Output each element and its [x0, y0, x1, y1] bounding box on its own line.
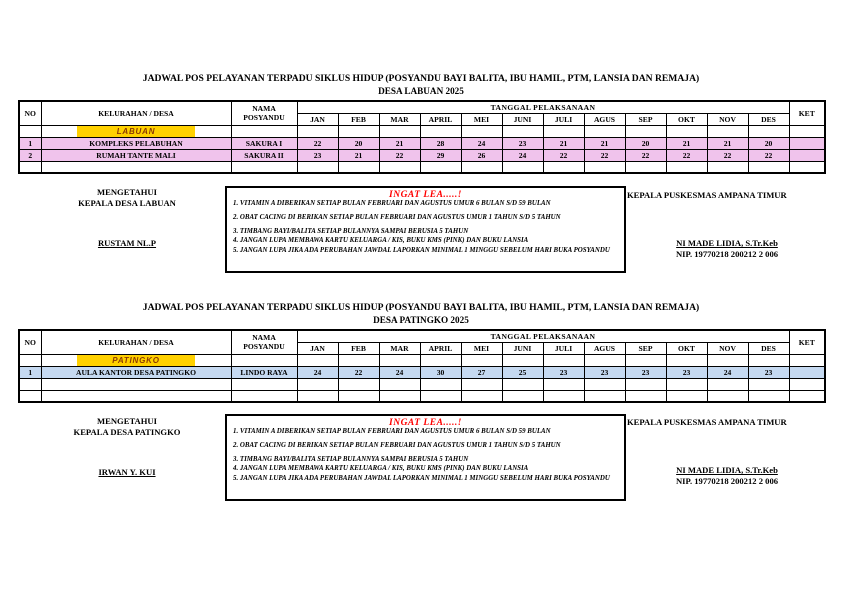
puskesmas-head-name: NI MADE LIDIA, S.Tr.Keb: [676, 465, 778, 475]
kepala-desa-name: IRWAN Y. KUI: [98, 467, 156, 478]
day-cell: 23: [502, 137, 543, 149]
month-header: MAR: [379, 113, 420, 125]
day-cell: 22: [338, 366, 379, 378]
signature-block-desa-patingko: [22, 416, 232, 479]
day-cell: 24: [461, 137, 502, 149]
signature-block-desa-labuan: [22, 187, 232, 250]
reminder-box-labuan: [225, 186, 626, 273]
puskesmas-head-nip: NIP. 19770218 200212 2 006: [675, 249, 779, 259]
day-cell: 22: [707, 149, 748, 161]
kepala-desa-name: RUSTAM NL.P: [97, 238, 157, 249]
day-cell: 22: [625, 149, 666, 161]
group-label-row: [19, 354, 825, 366]
month-header: NOV: [707, 113, 748, 125]
col-header-no: NO: [19, 330, 41, 354]
empty-row: [19, 378, 825, 390]
table-row: [19, 366, 825, 378]
col-header-ket: KET: [789, 101, 825, 125]
day-cell: 23: [584, 366, 625, 378]
schedule-title-labuan: JADWAL POS PELAYANAN TERPADU SIKLUS HIDUP (POSYANDU BAYI BALITA, IBU HAMIL, PTM, LANSIA DAN REMAJA): [142, 73, 700, 84]
day-cell: 30: [420, 366, 461, 378]
col-header-nama-line2: POSYANDU: [243, 113, 285, 123]
reminder-item: 5. JANGAN LUPA JIKA ADA PERUBAHAN JAWDAL LAPORKAN MINIMAL 1 MINGGU SEBELUM HARI BUKA POSYANDU: [233, 246, 610, 254]
month-header: MEI: [461, 342, 502, 354]
day-cell: 20: [748, 137, 789, 149]
row-no: 1: [19, 137, 41, 149]
day-cell: 23: [625, 366, 666, 378]
col-header-tanggal-pelaksanaan: TANGGAL PELAKSANAAN: [297, 101, 789, 113]
month-header: APRIL: [420, 342, 461, 354]
col-header-nama-posyandu: [231, 101, 297, 125]
day-cell: 24: [297, 366, 338, 378]
schedule-table-labuan: [18, 100, 826, 174]
row-posyandu: LINDO RAYA: [231, 366, 297, 378]
col-header-kelurahan: KELURAHAN / DESA: [41, 330, 231, 354]
day-cell: 22: [584, 149, 625, 161]
day-cell: 21: [666, 137, 707, 149]
day-cell: 24: [379, 366, 420, 378]
month-header: APRIL: [420, 113, 461, 125]
day-cell: 23: [748, 366, 789, 378]
kepala-desa-label: KEPALA DESA LABUAN: [78, 198, 176, 209]
reminder-box-patingko: [225, 414, 626, 501]
group-label-row: [19, 125, 825, 137]
day-cell: 22: [543, 149, 584, 161]
puskesmas-title: KEPALA PUSKESMAS AMPANA TIMUR: [627, 417, 787, 427]
schedule-subtitle-patingko: DESA PATINGKO 2025: [373, 315, 469, 325]
reminder-item: 1. VITAMIN A DIBERIKAN SETIAP BULAN FEBRUARI DAN AGUSTUS UMUR 6 BULAN S/D 59 BULAN: [233, 428, 551, 435]
reminder-title: INGAT LEA.....!: [389, 190, 462, 200]
month-header: OKT: [666, 113, 707, 125]
ket-cell: [789, 137, 825, 149]
kepala-desa-label: KEPALA DESA PATINGKO: [73, 427, 181, 438]
row-posyandu: SAKURA I: [231, 137, 297, 149]
puskesmas-title: KEPALA PUSKESMAS AMPANA TIMUR: [627, 190, 787, 200]
puskesmas-head-nip: NIP. 19770218 200212 2 006: [675, 476, 779, 486]
empty-row: [19, 161, 825, 173]
row-kelurahan: RUMAH TANTE MALI: [41, 149, 231, 161]
day-cell: 24: [707, 366, 748, 378]
month-header: MAR: [379, 342, 420, 354]
col-header-ket: KET: [789, 330, 825, 354]
reminder-item: 5. JANGAN LUPA JIKA ADA PERUBAHAN JAWDAL LAPORKAN MINIMAL 1 MINGGU SEBELUM HARI BUKA POSYANDU: [233, 474, 610, 482]
schedule-subtitle-labuan: DESA LABUAN 2025: [378, 86, 464, 96]
month-header: JULI: [543, 342, 584, 354]
day-cell: 22: [379, 149, 420, 161]
row-kelurahan: AULA KANTOR DESA PATINGKO: [41, 366, 231, 378]
signature-block-puskesmas-2: [627, 417, 827, 486]
day-cell: 29: [420, 149, 461, 161]
mengetahui-label: MENGETAHUI: [96, 187, 157, 197]
day-cell: 21: [584, 137, 625, 149]
reminder-title: INGAT LEA.....!: [389, 418, 462, 428]
ket-cell: [789, 149, 825, 161]
reminder-item: 2. OBAT CACING DI BERIKAN SETIAP BULAN FEBRUARI DAN AGUSTUS UMUR 1 TAHUN S/D 5 TAHUN: [233, 213, 561, 221]
col-header-nama-posyandu: [231, 330, 297, 354]
group-label-badge-patingko: PATINGKO: [77, 355, 195, 366]
col-header-nama-line2: POSYANDU: [243, 342, 285, 352]
day-cell: 25: [502, 366, 543, 378]
day-cell: 24: [502, 149, 543, 161]
table-row: [19, 149, 825, 161]
month-header: OKT: [666, 342, 707, 354]
month-header: JULI: [543, 113, 584, 125]
schedule-title-patingko: JADWAL POS PELAYANAN TERPADU SIKLUS HIDUP (POSYANDU BAYI BALITA, IBU HAMIL, PTM, LANSIA DAN REMAJA): [142, 302, 700, 313]
col-header-nama-line1: NAMA: [252, 333, 276, 343]
empty-row: [19, 390, 825, 402]
row-posyandu: SAKURA II: [231, 149, 297, 161]
month-header: SEP: [625, 342, 666, 354]
table-header-row: [19, 330, 825, 342]
month-header: JUNI: [502, 342, 543, 354]
month-header: JUNI: [502, 113, 543, 125]
day-cell: 23: [666, 366, 707, 378]
schedule-table-patingko: [18, 329, 826, 403]
col-header-kelurahan: KELURAHAN / DESA: [41, 101, 231, 125]
day-cell: 26: [461, 149, 502, 161]
month-header: FEB: [338, 113, 379, 125]
month-header: FEB: [338, 342, 379, 354]
day-cell: 23: [543, 366, 584, 378]
day-cell: 21: [707, 137, 748, 149]
month-header: AGUS: [584, 342, 625, 354]
row-no: 1: [19, 366, 41, 378]
col-header-tanggal-pelaksanaan: TANGGAL PELAKSANAAN: [297, 330, 789, 342]
month-header: MEI: [461, 113, 502, 125]
day-cell: 21: [338, 149, 379, 161]
day-cell: 20: [625, 137, 666, 149]
reminder-item: 2. OBAT CACING DI BERIKAN SETIAP BULAN FEBRUARI DAN AGUSTUS UMUR 1 TAHUN S/D 5 TAHUN: [233, 441, 561, 449]
day-cell: 20: [338, 137, 379, 149]
mengetahui-label: MENGETAHUI: [96, 416, 157, 426]
day-cell: 22: [748, 149, 789, 161]
day-cell: 21: [543, 137, 584, 149]
row-kelurahan: KOMPLEKS PELABUHAN: [41, 137, 231, 149]
day-cell: 22: [666, 149, 707, 161]
day-cell: 23: [297, 149, 338, 161]
month-header: NOV: [707, 342, 748, 354]
ket-cell: [789, 366, 825, 378]
day-cell: 22: [297, 137, 338, 149]
col-header-nama-line1: NAMA: [252, 104, 276, 114]
row-no: 2: [19, 149, 41, 161]
month-header: JAN: [297, 113, 338, 125]
col-header-no: NO: [19, 101, 41, 125]
day-cell: 28: [420, 137, 461, 149]
signature-block-puskesmas-1: [627, 190, 827, 259]
reminder-item: 3. TIMBANG BAYI/BALITA SETIAP BULANNYA SAMPAI BERUSIA 5 TAHUN: [233, 455, 469, 463]
reminder-item: 3. TIMBANG BAYI/BALITA SETIAP BULANNYA SAMPAI BERUSIA 5 TAHUN: [233, 227, 469, 235]
reminder-item: 1. VITAMIN A DIBERIKAN SETIAP BULAN FEBRUARI DAN AGUSTUS UMUR 6 BULAN S/D 59 BULAN: [233, 200, 551, 207]
month-header: SEP: [625, 113, 666, 125]
group-label-cell: [41, 125, 231, 137]
reminder-item: 4. JANGAN LUPA MEMBAWA KARTU KELUARGA / KIS, BUKU KMS (PINK) DAN BUKU LANSIA: [233, 237, 529, 245]
table-header-row: [19, 101, 825, 113]
month-header: DES: [748, 113, 789, 125]
day-cell: 21: [379, 137, 420, 149]
table-row: [19, 137, 825, 149]
reminder-item: 4. JANGAN LUPA MEMBAWA KARTU KELUARGA / KIS, BUKU KMS (PINK) DAN BUKU LANSIA: [233, 465, 529, 473]
month-header: AGUS: [584, 113, 625, 125]
puskesmas-head-name: NI MADE LIDIA, S.Tr.Keb: [676, 238, 778, 248]
group-label-badge-labuan: LABUAN: [77, 126, 195, 137]
day-cell: 27: [461, 366, 502, 378]
month-header: JAN: [297, 342, 338, 354]
month-header: DES: [748, 342, 789, 354]
group-label-cell: [41, 354, 231, 366]
